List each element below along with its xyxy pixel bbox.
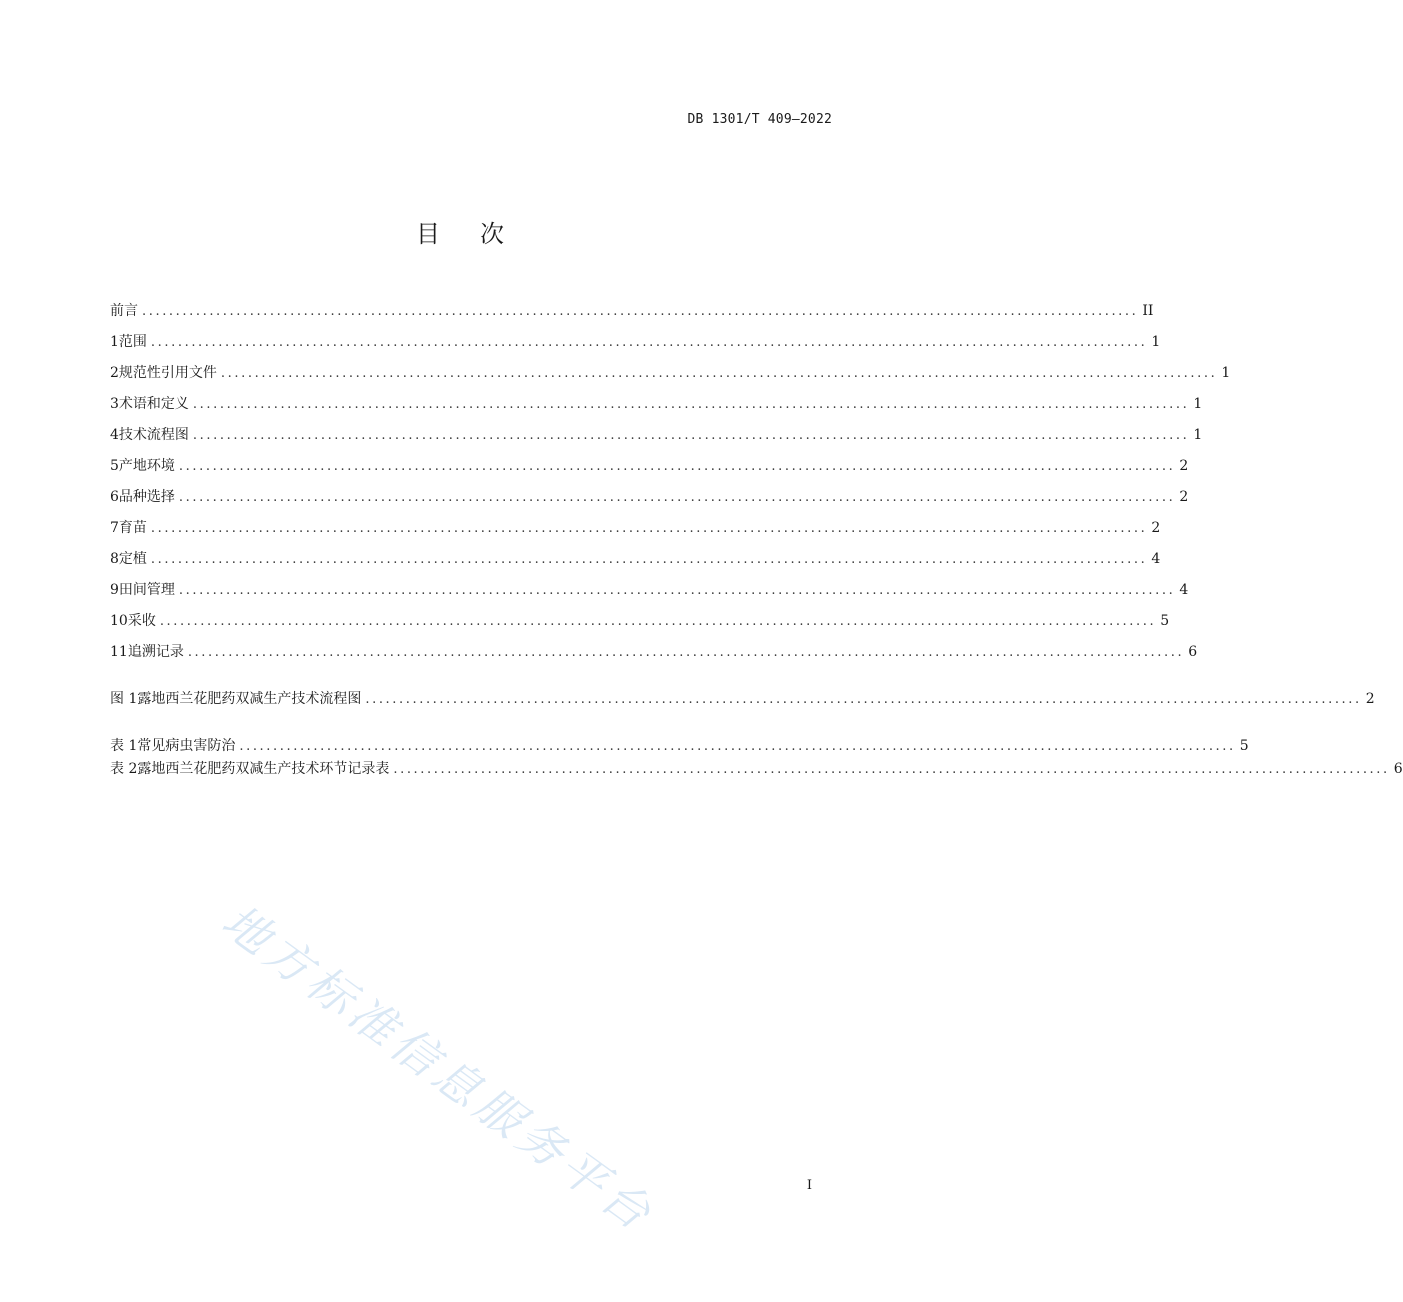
toc-leader-dots: ....................................................................................................................................................: [220, 366, 1218, 381]
toc-entry-3[interactable]: [110, 393, 1203, 415]
toc-entry-label: 采收: [127, 613, 156, 629]
toc-leader-dots: ....................................................................................................................................................: [150, 335, 1148, 350]
toc-entry-page: 2: [1151, 520, 1161, 536]
toc-entry-label: 范围: [118, 334, 147, 350]
toc-entry-number: 5: [110, 458, 119, 474]
toc-entry-page: 4: [1179, 582, 1189, 598]
toc-leader-dots: ....................................................................................................................................................: [187, 645, 1185, 660]
watermark-text: 地方标准信息服务平台: [212, 893, 665, 1243]
toc-table-2[interactable]: [110, 758, 1403, 780]
toc-entry-page: 5: [1160, 613, 1170, 629]
toc-entry-number: 表 2: [110, 761, 138, 777]
toc-entry-number: 1: [110, 334, 119, 350]
toc-entry-6[interactable]: [110, 486, 1189, 508]
toc-entry-label: 前言: [110, 303, 138, 319]
toc-entry-number: 2: [110, 365, 119, 381]
toc-entry-number: 8: [110, 551, 119, 567]
toc-leader-dots: ....................................................................................................................................................: [239, 739, 1236, 754]
toc-entry-label: 术语和定义: [118, 396, 189, 412]
toc-entry-11[interactable]: [110, 641, 1198, 663]
toc-leader-dots: ....................................................................................................................................................: [365, 692, 1362, 707]
toc-leader-dots: ....................................................................................................................................................: [178, 583, 1176, 598]
toc-entry-number: 表 1: [110, 738, 138, 754]
toc-entry-5[interactable]: [110, 455, 1189, 477]
toc-table-1[interactable]: [110, 735, 1249, 757]
toc-entry-label: 常见病虫害防治: [137, 738, 236, 754]
toc-leader-dots: ....................................................................................................................................................: [393, 762, 1390, 777]
toc-leader-dots: ....................................................................................................................................................: [178, 490, 1176, 505]
toc-entry-2[interactable]: [110, 362, 1231, 384]
page-number: I: [806, 1178, 812, 1193]
toc-leader-dots: ....................................................................................................................................................: [150, 552, 1148, 567]
toc-entry-label: 田间管理: [118, 582, 175, 598]
toc-figure-1[interactable]: [110, 688, 1375, 710]
toc-leader-dots: ....................................................................................................................................................: [192, 428, 1190, 443]
toc-entry-page: 1: [1221, 365, 1231, 381]
toc-entry-number: 3: [110, 396, 119, 412]
toc-leader-dots: ....................................................................................................................................................: [159, 614, 1157, 629]
toc-entry-page: 1: [1193, 427, 1203, 443]
toc-entry-number: 11: [110, 644, 128, 660]
toc-entry-8[interactable]: [110, 548, 1161, 570]
toc-entry-number: 图 1: [110, 691, 138, 707]
toc-entry-number: 10: [110, 613, 128, 629]
toc-entry-number: 6: [110, 489, 119, 505]
toc-entry-page: 2: [1179, 489, 1189, 505]
toc-entry-1[interactable]: [110, 331, 1161, 353]
standard-code: DB 1301/T 409—2022: [687, 112, 832, 127]
toc-entry-4[interactable]: [110, 424, 1203, 446]
toc-entry-9[interactable]: [110, 579, 1189, 601]
toc-entry-label: 规范性引用文件: [118, 365, 217, 381]
toc-entry-page: 5: [1239, 738, 1249, 754]
toc-entry-foreword[interactable]: [110, 300, 1154, 322]
toc-entry-page: 1: [1193, 396, 1203, 412]
toc-leader-dots: ....................................................................................................................................................: [178, 459, 1176, 474]
toc-entry-page: 4: [1151, 551, 1161, 567]
toc-entry-7[interactable]: [110, 517, 1161, 539]
toc-entry-label: 品种选择: [118, 489, 175, 505]
toc-entry-page: 2: [1179, 458, 1189, 474]
toc-entry-label: 定植: [118, 551, 147, 567]
toc-entry-page: 2: [1365, 691, 1375, 707]
toc-entry-10[interactable]: [110, 610, 1170, 632]
toc-entry-label: 产地环境: [118, 458, 175, 474]
toc-entry-page: 6: [1393, 761, 1403, 777]
toc-entry-number: 9: [110, 582, 119, 598]
toc-entry-page: II: [1142, 303, 1154, 319]
toc-entry-label: 技术流程图: [118, 427, 189, 443]
toc-entry-label: 追溯记录: [127, 644, 184, 660]
toc-entry-number: 4: [110, 427, 119, 443]
toc-entry-label: 露地西兰花肥药双减生产技术流程图: [137, 691, 362, 707]
toc-leader-dots: ....................................................................................................................................................: [150, 521, 1148, 536]
page-title: 目次: [416, 220, 544, 248]
toc-entry-label: 育苗: [118, 520, 147, 536]
toc-entry-label: 露地西兰花肥药双减生产技术环节记录表: [137, 761, 390, 777]
toc-entry-number: 7: [110, 520, 119, 536]
toc-leader-dots: ....................................................................................................................................................: [192, 397, 1190, 412]
toc-leader-dots: ....................................................................................................................................................: [142, 304, 1139, 319]
toc-entry-page: 1: [1151, 334, 1161, 350]
toc-entry-page: 6: [1188, 644, 1198, 660]
